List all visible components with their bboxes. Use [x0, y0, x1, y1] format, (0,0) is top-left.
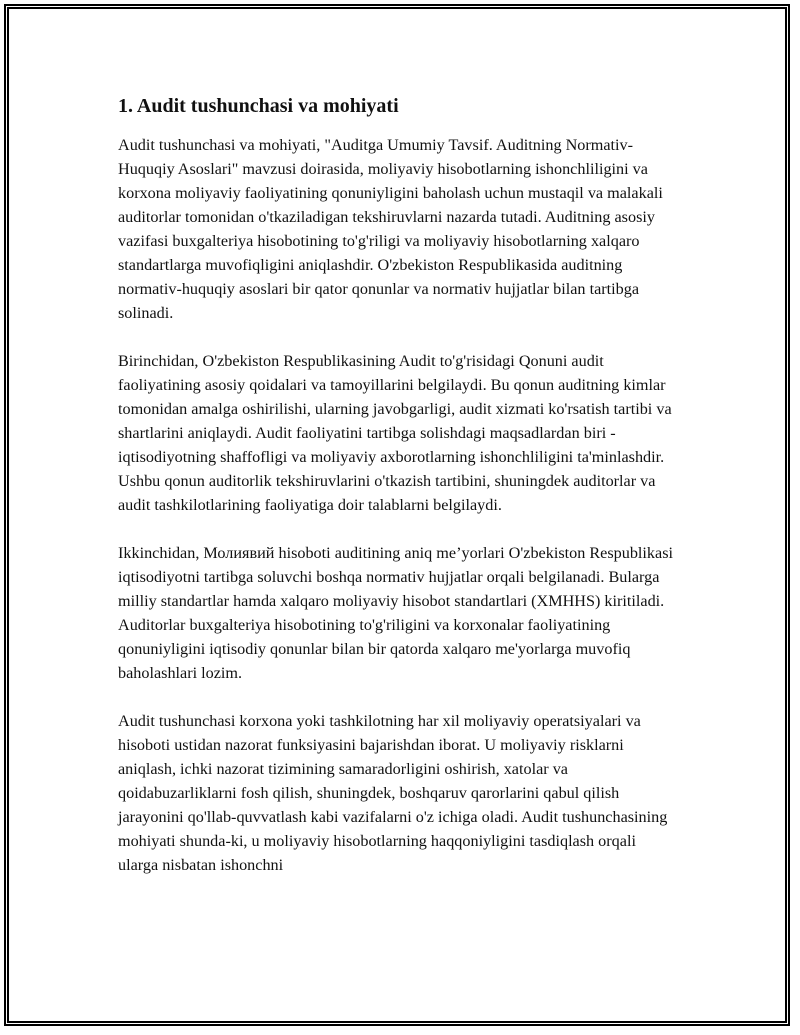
paragraph-3: Ikkinchidan, Молиявий hisoboti auditining aniq me’yorlari O'zbekiston Respublikasi iqtisodiyotni tartibga soluvchi boshqa normativ hujjatlar orqali belgilanadi. Bularga milliy standartlar hamda xalqaro moliyaviy hisobot standartlari (XMHHS) kiritiladi. Auditorlar buxgalteriya hisobotining to'g'riligini va korxonalar faoliyatining qonuniyligini iqtisodiy qonunlar bilan bir qatorda xalqaro me'yorlarga muvofiq baholashlari lozim.: [118, 544, 673, 682]
paragraph-1: Audit tushunchasi va mohiyati, "Auditga Umumiy Tavsif. Auditning Normativ-Huquqiy Asoslari" mavzusi doirasida, moliyaviy hisobotlarning ishonchliligini va korxona moliyaviy faoliyatining qonuniyligini baholash uchun mustaqil va malakali auditorlar tomonidan o'tkaziladigan tekshiruvlarni nazarda tutadi. Auditning asosiy vazifasi buxgalteriya hisobotining to'g'riligi va moliyaviy hisobotlarning xalqaro standartlarga muvofiqligini aniqlashdir. O'zbekiston Respublikasida auditning normativ-huquqiy asoslari bir qator qonunlar va normativ hujjatlar bilan tartibga solinadi.: [118, 136, 663, 322]
paragraph-2: Birinchidan, O'zbekiston Respublikasining Audit to'g'risidagi Qonuni audit faoliyatining asosiy qoidalari va tamoyillarini belgilaydi. Bu qonun auditning kimlar tomonidan amalga oshirilishi, ularning javobgarligi, audit xizmati ko'rsatish tartibi va shartlarini aniqlaydi. Audit faoliyatini tartibga solishdagi maqsadlardan biri - iqtisodiyotning shaffofligi va moliyaviy axborotlarning ishonchliligini ta'minlashdir. Ushbu qonun auditorlik tekshiruvlarini o'tkazish tartibini, shuningdek auditorlar va audit tashkilotlarining faoliyatiga doir talablarni belgilaydi.: [118, 352, 672, 514]
section-heading: 1. Audit tushunchasi va mohiyati: [118, 95, 399, 117]
paragraph-4: Audit tushunchasi korxona yoki tashkilotning har xil moliyaviy operatsiyalari va hisoboti ustidan nazorat funksiyasini bajarishdan iborat. U moliyaviy risklarni aniqlash, ichki nazorat tizimining samaradorligini oshirish, xatolar va qoidabuzarliklarni fosh qilish, shuningdek, boshqaruv qarorlarini qabul qilish jarayonini qo'llab-quvvatlash kabi vazifalarni o'z ichiga oladi. Audit tushunchasining mohiyati shunda-ki, u moliyaviy hisobotlarning haqqoniyligini tasdiqlash orqali ularga nisbatan ishonchni: [118, 712, 668, 874]
document-body: [118, 92, 678, 901]
